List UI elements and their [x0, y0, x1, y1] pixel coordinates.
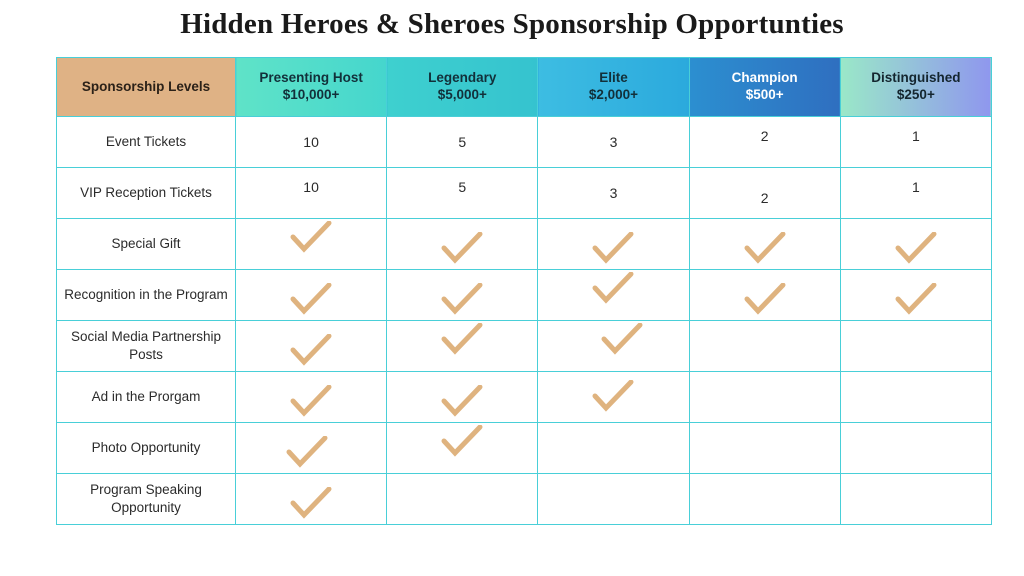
- cell-value-text: 2: [760, 189, 769, 206]
- column-header-legendary: [387, 58, 538, 117]
- cell-check: [387, 321, 538, 372]
- row-label: Recognition in the Program: [57, 270, 236, 321]
- checkmark-icon: [894, 232, 938, 266]
- cell-check: [387, 270, 538, 321]
- cell-check: [387, 219, 538, 270]
- table-row: [57, 423, 992, 474]
- table-header: [57, 58, 992, 117]
- tier-price: $2,000+: [588, 87, 639, 102]
- cell-check: [236, 372, 387, 423]
- table-row: [57, 219, 992, 270]
- cell-value-text: 1: [911, 178, 920, 195]
- cell-check: [689, 270, 840, 321]
- tier-price: $5,000+: [437, 87, 487, 102]
- tier-name: Distinguished: [871, 70, 961, 86]
- cell-empty: [840, 423, 991, 474]
- checkmark-icon: [289, 221, 333, 255]
- cell-value-text: 10: [303, 178, 319, 195]
- checkmark-icon: [289, 334, 333, 368]
- table-row: [57, 321, 992, 372]
- checkmark-icon: [289, 487, 333, 521]
- tier-name: Presenting Host: [259, 70, 363, 86]
- cell-empty: [538, 474, 689, 525]
- table-row: [57, 168, 992, 219]
- checkmark-icon: [440, 232, 484, 266]
- cell-empty: [840, 474, 991, 525]
- tier-name: Champion: [731, 70, 798, 86]
- checkmark-icon: [591, 380, 635, 414]
- table-row: [57, 372, 992, 423]
- cell-empty: [387, 474, 538, 525]
- checkmark-icon: [289, 385, 333, 419]
- checkmark-icon: [591, 272, 635, 306]
- checkmark-icon: [894, 283, 938, 317]
- checkmark-icon: [600, 323, 644, 357]
- row-label: Program Speaking Opportunity: [57, 474, 236, 525]
- row-label: Social Media Partnership Posts: [57, 321, 236, 372]
- cell-value: [387, 168, 538, 219]
- sponsorship-levels-table: [56, 57, 992, 525]
- cell-check: [387, 423, 538, 474]
- cell-empty: [689, 321, 840, 372]
- column-header-distinguished: [840, 58, 991, 117]
- cell-value: [840, 168, 991, 219]
- column-header-elite: [538, 58, 689, 117]
- tier-name: Elite: [599, 70, 628, 86]
- cell-value: 10: [236, 117, 387, 168]
- cell-check: [236, 474, 387, 525]
- row-label: Ad in the Prorgam: [57, 372, 236, 423]
- table-row: [57, 474, 992, 525]
- cell-check: [840, 219, 991, 270]
- cell-empty: [689, 372, 840, 423]
- checkmark-icon: [289, 283, 333, 317]
- cell-empty: [538, 423, 689, 474]
- checkmark-icon: [743, 232, 787, 266]
- cell-check: [538, 270, 689, 321]
- cell-value: [840, 117, 991, 168]
- table-row: [57, 270, 992, 321]
- cell-check: [538, 321, 689, 372]
- cell-empty: [689, 474, 840, 525]
- table-body: [57, 117, 992, 525]
- cell-check: [840, 270, 991, 321]
- checkmark-icon: [440, 283, 484, 317]
- checkmark-icon: [743, 283, 787, 317]
- cell-check: [538, 219, 689, 270]
- row-label: VIP Reception Tickets: [57, 168, 236, 219]
- cell-value: 5: [387, 117, 538, 168]
- tier-name: Legendary: [428, 70, 497, 86]
- cell-value: 3: [538, 117, 689, 168]
- cell-check: [387, 372, 538, 423]
- row-label: Special Gift: [57, 219, 236, 270]
- tier-price: $10,000+: [282, 87, 340, 102]
- column-header-sponsorship-levels: Sponsorship Levels: [57, 58, 236, 117]
- row-label: Event Tickets: [57, 117, 236, 168]
- cell-check: [538, 372, 689, 423]
- table-row: [57, 117, 992, 168]
- cell-value-text: 3: [609, 184, 618, 201]
- cell-value: [689, 168, 840, 219]
- cell-value-text: 5: [458, 178, 467, 195]
- cell-check: [236, 423, 387, 474]
- cell-check: [689, 219, 840, 270]
- cell-value: [236, 168, 387, 219]
- cell-value: [538, 168, 689, 219]
- cell-value-text: 2: [760, 127, 769, 144]
- checkmark-icon: [285, 436, 329, 470]
- page-title: Hidden Heroes & Sheroes Sponsorship Opportunties: [180, 8, 844, 40]
- column-header-presenting-host: [236, 58, 387, 117]
- cell-empty: [840, 321, 991, 372]
- cell-value-text: 1: [911, 127, 920, 144]
- column-header-champion: [689, 58, 840, 117]
- checkmark-icon: [440, 323, 484, 357]
- cell-empty: [840, 372, 991, 423]
- cell-check: [236, 270, 387, 321]
- tier-price: $500+: [745, 87, 784, 102]
- cell-value: [689, 117, 840, 168]
- tier-price: $250+: [896, 87, 935, 102]
- cell-check: [236, 219, 387, 270]
- checkmark-icon: [440, 425, 484, 459]
- cell-empty: [689, 423, 840, 474]
- checkmark-icon: [440, 385, 484, 419]
- row-label: Photo Opportunity: [57, 423, 236, 474]
- cell-check: [236, 321, 387, 372]
- checkmark-icon: [591, 232, 635, 266]
- table-header-row: [57, 58, 992, 117]
